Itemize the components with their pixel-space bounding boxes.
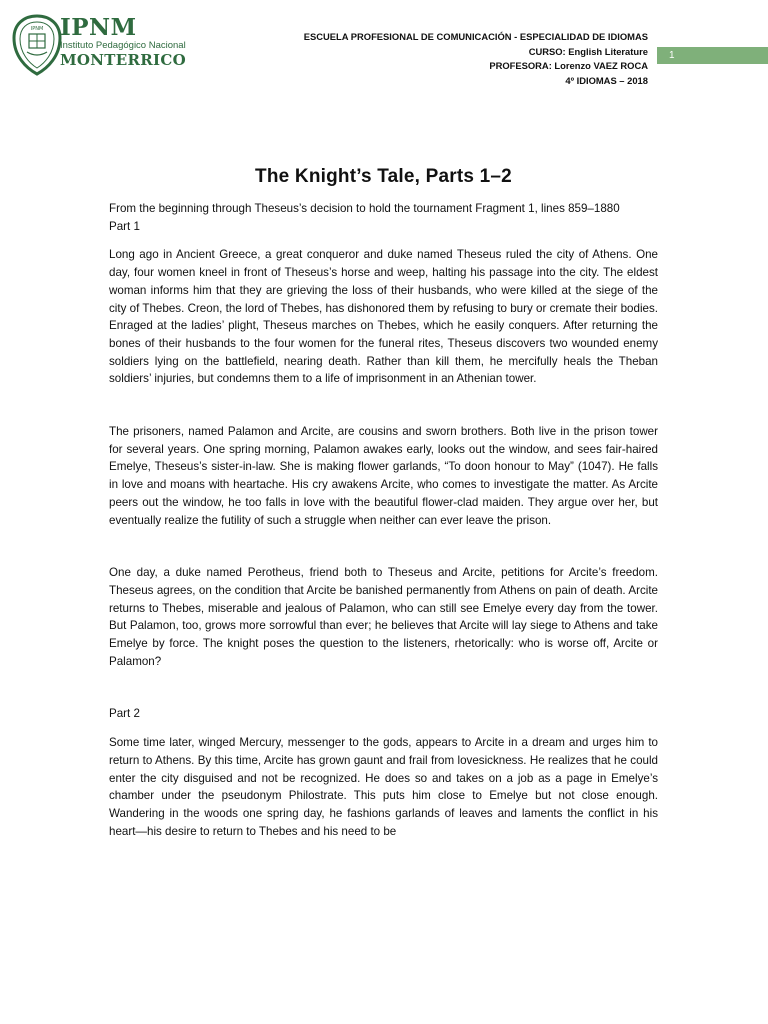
paragraph-spacer (109, 388, 658, 423)
logo-place-name: MONTERRICO (60, 51, 186, 69)
document-body (109, 164, 658, 840)
section-spacer (109, 670, 658, 705)
emblem-text: IPNM (30, 26, 44, 32)
document-subtitle: From the beginning through Theseus’s decision to hold the tournament Fragment 1, lines 859–1880 (109, 202, 620, 215)
document-title: The Knight’s Tale, Parts 1–2 (255, 166, 512, 187)
part-1-paragraph: Long ago in Ancient Greece, a great conqueror and duke named Theseus ruled the city of Athens. One day, four women kneel in front of Theseus’s horse and weep, halting his passage into the city. The eldest woman informs him that they are grieving the loss of their husbands, who were killed at the siege of the city of Thebes. Creon, the lord of Thebes, has dishonored them by refusing to bury or cremate their bodies. Enraged at the ladies’ plight, Theseus marches on Thebes, which he easily conquers. After returning the bones of their husbands to the four women for the funeral rites, Theseus discovers two wounded enemy soldiers lying on the battlefield, nearing death. Rather than kill them, he mercifully heals the Theban soldiers’ injuries, but condemns them to a life of imprisonment in an Athenian tower. (109, 248, 658, 386)
logo-abbreviation: IPNM (60, 14, 137, 41)
teacher-line: PROFESORA: Lorenzo VAEZ ROCA (489, 60, 648, 71)
logo-institution-name: Instituto Pedagógico Nacional (60, 40, 186, 51)
page-number: 1 (669, 50, 675, 61)
part-2-paragraph: Some time later, winged Mercury, messenger to the gods, appears to Arcite in a dream and urges him to return to Athens. By this time, Arcite has grown gaunt and frail from lovesickness. He realizes that he could enter the city disguised and not be recognized. He does so and takes on a job as a page in Emelye’s chamber under the pseudonym Philostrate. This puts him close to Emelye but not close enough. Wandering in the woods one spring day, he fashions garlands of leaves and laments the conflict in his heart—his desire to return to Thebes and his need to be (109, 736, 658, 838)
course-line: CURSO: English Literature (528, 45, 648, 57)
paragraph-spacer (109, 529, 658, 564)
part-1-paragraph: The prisoners, named Palamon and Arcite, are cousins and sworn brothers. Both live in the prison tower for several years. One spring morning, Palamon awakes early, looks out the window, and sees fair-haired Emelye, Theseus’s sister-in-law. She is making flower garlands, “To doon honour to May” (1047). He falls in love and moans with heartache. His cry awakens Arcite, who comes to investigate the matter. As Arcite peers out the window, he too falls in love with the beautiful flower-clad maiden. They argue over her, but eventually realize the futility of such a struggle when neither can ever leave the prison. (109, 425, 658, 527)
course-info (304, 30, 648, 88)
school-line: ESCUELA PROFESIONAL DE COMUNICACIÓN - ESPECIALIDAD DE IDIOMAS (303, 31, 648, 42)
part-2-heading: Part 2 (109, 707, 140, 721)
page-header (0, 0, 768, 90)
logo-wordmark (60, 14, 186, 69)
part-1-heading: Part 1 (109, 219, 140, 233)
level-line: 4º IDIOMAS – 2018 (565, 74, 648, 86)
ipnm-logo (10, 14, 186, 76)
crest-icon (10, 14, 64, 76)
part-1-paragraph: One day, a duke named Perotheus, friend both to Theseus and Arcite, petitions for Arcite’s freedom. Theseus agrees, on the condition that Arcite be banished permanently from Athens on pain of death. Arcite returns to Thebes, miserable and jealous of Palamon, who can still see Emelye every day from the tower. But Palamon, too, grows more sorrowful than ever; he believes that Arcite will lay siege to Athens and take Emelye by force. The knight poses the question to the listeners, rhetorically: who is worse off, Arcite or Palamon? (109, 566, 658, 668)
page-number-badge (657, 47, 768, 64)
